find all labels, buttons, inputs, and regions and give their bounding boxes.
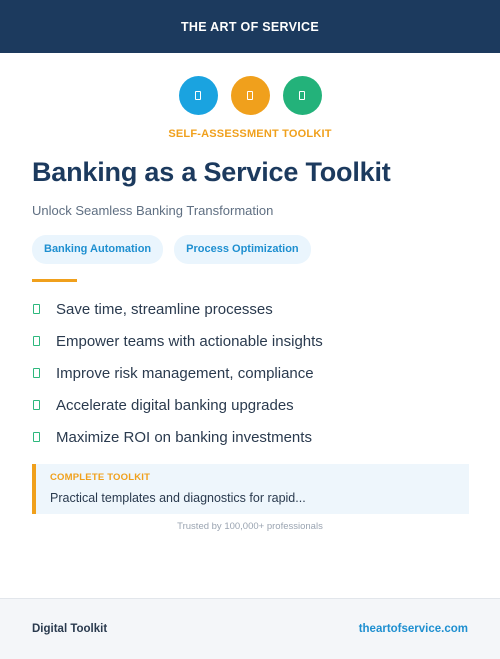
footer-website-link[interactable]: theartofservice.com — [358, 623, 468, 635]
benefit-item — [32, 357, 472, 389]
callout-text: Practical templates and diagnostics for rapid... — [50, 491, 306, 505]
tag-list — [32, 235, 311, 264]
check-icon — [33, 304, 40, 314]
benefit-text: Empower teams with actionable insights — [56, 332, 323, 350]
document-icon — [231, 76, 270, 115]
tag-process-optimization: Process Optimization — [174, 235, 310, 264]
benefit-text: Accelerate digital banking upgrades — [56, 396, 294, 414]
benefit-text: Maximize ROI on banking investments — [56, 428, 312, 446]
document-icon — [179, 76, 218, 115]
document-icon — [283, 76, 322, 115]
toolkit-callout — [32, 464, 469, 514]
callout-label: COMPLETE TOOLKIT — [50, 472, 151, 483]
check-icon — [33, 432, 40, 442]
trusted-note: Trusted by 100,000+ professionals — [177, 521, 323, 532]
accent-divider — [32, 279, 77, 282]
benefit-item — [32, 421, 472, 453]
benefit-item — [32, 389, 472, 421]
kicker-label: SELF-ASSESSMENT TOOLKIT — [168, 128, 332, 140]
check-icon — [33, 400, 40, 410]
check-icon — [33, 368, 40, 378]
page-subtitle: Unlock Seamless Banking Transformation — [32, 203, 274, 218]
header-bar — [0, 0, 500, 53]
footer-bar — [0, 598, 500, 659]
brand-name: THE ART OF SERVICE — [180, 19, 320, 34]
benefit-text: Save time, streamline processes — [56, 300, 273, 318]
icon-row — [0, 76, 500, 115]
benefit-item — [32, 325, 472, 357]
page-title: Banking as a Service Toolkit — [32, 157, 391, 187]
tag-banking-automation: Banking Automation — [32, 235, 163, 264]
footer-label: Digital Toolkit — [32, 623, 108, 635]
benefit-list — [32, 293, 472, 453]
benefit-text: Improve risk management, compliance — [56, 364, 314, 382]
benefit-item — [32, 293, 472, 325]
check-icon — [33, 336, 40, 346]
